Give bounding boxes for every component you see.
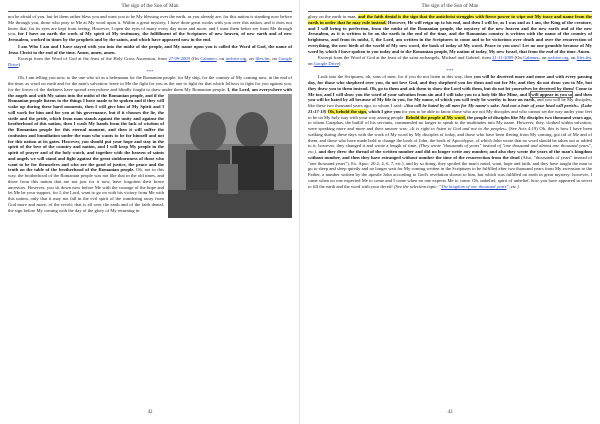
highlighted-people: Behold the people of My word, <box>405 114 466 120</box>
selection-topic-link[interactable]: The kingdom of one thousand years <box>441 183 507 189</box>
left-source-line: Excerpt from the Word of God at the feast of the Holy Cross Ascension, from 27-09-2009 (On Calameo, on archive.org, on files.fm, on Google Drive) <box>8 56 292 67</box>
right-paragraph-1: glory on the earth to man, and the faith denial is the sign that the antichrist struggles with fierce power to wipe out My trace and name from the earth in order that he may rule instead. However, He will reign up to his end, and then I will be, as I was and as I am, the King of the creature, and I will bring to perfection, from the midst of the Romanian people, the mystery of the new heaven and the new earth and of the new Jerusalem, as it is written to be on the earth in the end of the time, and the Romanian country is written with the name of the country of brightness, and from its midst, I, the Lord, am written in the Scriptures to come and to be victorious over death and over the resurrection of everything, the new birth of the world of My new word, the book of today of My word. Peace to you now! Let no one grumble because of My word by which I have spoken to you today and to the Romanian people, My nation of today, My new Israel, that from the end of the time. Amen. <box>308 14 592 54</box>
highlighted-sign: Oh, behold the sign, <box>327 108 368 114</box>
right-source-line: Excerpt from the Word of God at the feast of the saint archangels, Michael and Gabriel, from 21-11-2009 (On Calameo, on archive.org, on files.fm, on Google Drive) <box>308 55 592 66</box>
calameo-link[interactable]: Calameo <box>523 55 540 61</box>
left-page-number: 42 <box>147 410 153 415</box>
right-page-header: The sign of the Son of Man <box>421 3 479 9</box>
left-paragraph-3: Oh, I am telling you now, to the one who sit as a helmsman for the Romanian people, for My ship, for the country of My coming now, in the end of the time, as word on earth and for the man's salvation: leave to Me the fight for you as the one to fight for that which follows to fight for you against you, for the forces of the darkness have spread everywhere and blindly fought to draw under them My Romanian people. I, the Lord, am everywhere with the angels and with My saints into the midst of the Romanian people, and if the Romanian people listens to the things I have made to be spoken and if they will wake up during these hard moments, then I will give him of My Spirit and I will work for him and for you at his governance, but if it chooses the lie, the strife and the pride, which from man stands against the unity and against the brotherhood of this nation, then I wash My hands from the lack of wisdom of the Romanian people for this eternal moment, and then it will suffer the confusion and humiliation under the man who wants to be for himself and not for this nation at its gates. However, you should put your hope and stay in the spirit of the love of the country and nation, and I will keep My people in the spirit of prayer and of the holy watch, and together with the heaven of saints and angels we will stand and fight against the great stubbornness of those who want to be for themselves and who are the good of justice, the peace and the truth on the table of the brotherhood of the Romanian people. Oh, not in this way, the brotherhood of the Romanian people was not like that in the old times, and those from this nation that are not just for it now, have forgotten their brave ancestors. However, you sit down now before Me with the courage of the hope and let Me be your support, for I, the Lord, want to go on with his victory from Me with this nation, only that it may not fall in the evil spirit of the wandering away from God more and more, of the revolt; that is all over the earth and of the faith denial, the sign before My coming with the day of the glory of My returning in <box>8 75 292 213</box>
filesfm-link[interactable]: files.fm <box>255 56 270 62</box>
left-paragraph-2: I am Who I am and I have stayed with you into the midst of the people, and My name upon you is called the Word of God, the name of Jesus Christ in the end of the time. Amen, amen, amen. <box>8 43 292 55</box>
source-date-link[interactable]: 21-11-2009 <box>492 55 514 61</box>
google-drive-link[interactable]: Google Drive <box>8 56 292 67</box>
right-paragraph-2: Look into the Scriptures, oh, sons of men, for if you do not listen in this way, then you will be deceived more and more and with every passing day, for those who shepherd over you, do not love God, and they shepherd you for them and not for Me, and they do not draw you to Me, but they draw you to them instead. Oh, go to them and ask them to show the Lord with them, but do not let yourselves be deceived by them! Come to Me too, and I will show you the word of your salvation from sin and I will take you to a holy life like Mine, and I will appear in you so, and then you will be hated by all because of My life in you, for My name, of which you will truly be worthy to hear on earth, and you will be My disciples, like these two thousand years ago, to whom I said: «You will be hated by all men for My name's sake. And not a hair of your head will perish». (Luke 21:17-18) Oh, behold the sign, which I give you for you to be able to know those who are not My disciples and who cannot set the way under your feet to be on My holy way with your way among people. Behold the people of My word, the people of disciples like My disciples two thousand years ago, to whom Caiaphas, the bailiff of his servants, commanded no longer to speak to the multitudes into My name. However, they, clothed within salvation, were speaking more and more and their answer was: «It is right to listen to God and not to the peoples» (See Acts 4:19) Oh, this is how I have been walking during these days with the work of My word by My disciples of today, and those who have been fleeing from My coming, got rid of Me and of them, and those who have made bold to change the book of John, the book of Apocalypse, of which John wrote that no word should be taken out or added to it; however, they changed it and wrote a length of time, (They wrote "thousands of years" instead of "one thousand and almost one thousand years", etc.), and they drew the thread of the written number and did no longer write any number, and also they wrote the years of the man's kingdom without number, and then they have estranged without number the time of the resurrection from the dead (Also, "thousands of years" instead of "one thousand years"). Ex. Apoc. 20:2, 4, 6, 7, etc.), and by so doing, they spoiled the man's mind, want, hope and faith, and they have taught the man to go to sleep and sleep quietly and no longer wait for My coming written in the Scriptures to be fulfilled after two thousand years from My ascension to the Father, a number written by the apostle John according to God's revelation shown to him, but which was fulfilled on earth in great mystery; however, I came when no one expected Me to come and I come when no one expects Me to come. Oh, unbelief, spirit of unbelief, how you have appeared in secret to fill the earth and the word with your deceit! (See the selection topic: "The kingdom of one thousand years", etc.) <box>308 74 592 189</box>
filesfm-link[interactable]: files.fm <box>576 55 591 61</box>
highlighted-passage: and the faith denial is the sign that the antichrist struggles with fierce power to wipe out My trace and name from the earth in order that he may rule instead. <box>308 14 592 25</box>
inset-photo <box>168 94 292 218</box>
photo-image <box>168 94 292 218</box>
right-header-rule <box>308 11 592 12</box>
google-drive-link[interactable]: Google Drive <box>313 61 339 66</box>
left-paragraph-1: not be afraid of you, but let them rather bless you and want you to be My blessing over the earth, as you already are, for this nation is standing now before Me through you, those who pray to Me at My word upon it. Within a great mystery, I have done great works with you over this nation, and it does not know that, for its eyes are kept from seeing. However, I open the eyes of many every day more and more, and I want them better see from Me through you, for I have on earth the work of My spirit of My testimony, the fulfillment of the Scriptures of new heaven, of new earth and of new Jerusalem, worked in times by the prophets and by the saints, and which have appeared now in the end. <box>8 14 292 42</box>
left-header-rule <box>8 11 292 12</box>
archive-link[interactable]: archive.org <box>547 55 569 61</box>
left-page-body <box>8 14 292 408</box>
archive-link[interactable]: archive.org <box>225 56 247 62</box>
right-page <box>300 0 600 424</box>
right-page-body <box>308 14 592 408</box>
section-separator: *** <box>446 67 454 73</box>
source-date-link[interactable]: 27-09-2009 <box>168 56 190 62</box>
boxed-phrase: will appear in you so <box>531 91 573 97</box>
section-separator: *** <box>146 68 154 74</box>
calameo-link[interactable]: Calameo <box>200 56 217 62</box>
left-page-header: The sign of the Son of Man <box>121 3 179 9</box>
right-page-number: 43 <box>447 410 453 415</box>
